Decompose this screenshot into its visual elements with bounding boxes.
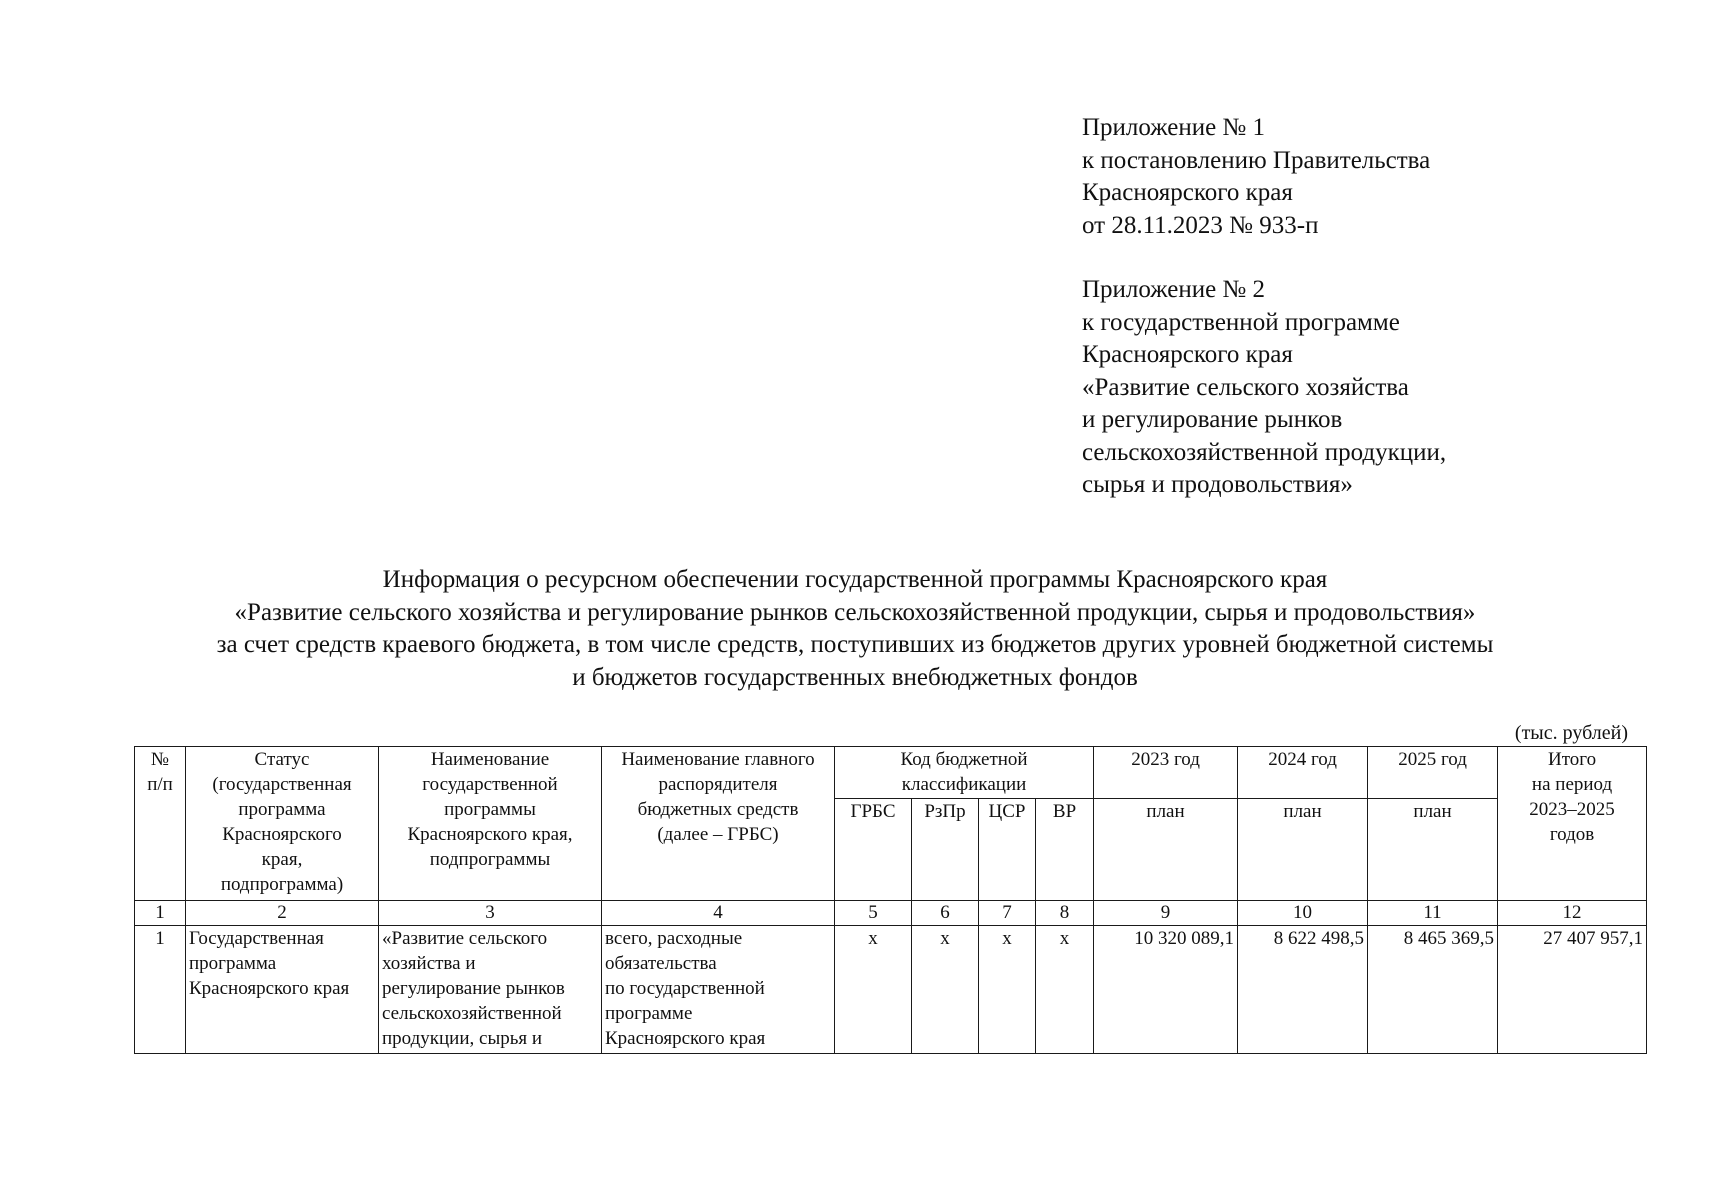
appendix-1-block: [1082, 112, 1430, 242]
title-line: «Развитие сельского хозяйства и регулирование рынков сельскохозяйственной продукции, сырья и продовольствия»: [234, 598, 1476, 626]
row-total: 27 407 957,1: [1498, 926, 1647, 1054]
column-number: 4: [602, 901, 835, 926]
header-status-line: подпрограмма): [220, 874, 344, 895]
header-year-2024: 2024 год: [1238, 747, 1368, 799]
row-program-line: сельскохозяйственной: [382, 1003, 562, 1024]
column-number: 9: [1094, 901, 1238, 926]
header-total-line: годов: [1549, 824, 1595, 845]
row-status-line: Красноярского края: [189, 978, 350, 999]
header-total: [1498, 747, 1647, 901]
header-program-line: Красноярского края,: [407, 824, 573, 845]
header-code-line: Код бюджетной: [900, 749, 1028, 770]
row-value-2023: 10 320 089,1: [1094, 926, 1238, 1054]
table-row: [135, 926, 1647, 1054]
row-grbs-name-line: обязательства: [605, 953, 717, 974]
row-program-line: хозяйства и: [382, 953, 476, 974]
header-plan-2025: план: [1368, 799, 1498, 901]
header-vr: ВР: [1036, 799, 1094, 901]
header-status-line: программа: [238, 799, 326, 820]
header-num-line: №: [150, 749, 170, 770]
column-number: 3: [379, 901, 602, 926]
column-number: 6: [912, 901, 979, 926]
appendix-1-line: Красноярского края: [1082, 179, 1293, 206]
header-num: [135, 747, 186, 901]
row-value-2024: 8 622 498,5: [1238, 926, 1368, 1054]
appendix-1-line: от 28.11.2023 № 933-п: [1082, 211, 1319, 239]
column-number: 1: [135, 901, 186, 926]
header-grbs-name-line: Наименование главного: [621, 749, 815, 770]
row-program-name: [379, 926, 602, 1054]
header-grbs-name-line: бюджетных средств: [637, 799, 799, 820]
title-line: и бюджетов государственных внебюджетных фондов: [572, 663, 1138, 691]
header-status: [186, 747, 379, 901]
header-program-name: [379, 747, 602, 901]
header-status-line: края,: [261, 849, 303, 870]
row-status-line: Государственная: [189, 928, 324, 949]
row-rzpr: х: [912, 926, 979, 1054]
header-rzpr: РзПр: [912, 799, 979, 901]
row-grbs-name: [602, 926, 835, 1054]
header-code-line: классификации: [901, 774, 1027, 795]
row-num: 1: [135, 926, 186, 1054]
header-program-line: государственной: [422, 774, 558, 795]
header-grbs-name-line: распорядителя: [658, 774, 778, 795]
header-csr: ЦСР: [979, 799, 1036, 901]
title-line: Информация о ресурсном обеспечении государственной программы Красноярского края: [382, 566, 1328, 593]
column-number: 11: [1368, 901, 1498, 926]
appendix-2-line: Красноярского края: [1082, 341, 1293, 368]
column-number: 5: [835, 901, 912, 926]
header-status-line: Статус: [254, 749, 310, 770]
row-grbs-name-line: программе: [605, 1003, 693, 1024]
row-grbs-name-line: по государственной: [605, 978, 765, 999]
column-number: 10: [1238, 901, 1368, 926]
header-total-line: 2023–2025: [1529, 799, 1615, 820]
row-program-line: «Развитие сельского: [382, 928, 548, 949]
header-total-line: на период: [1531, 774, 1613, 795]
header-grbs-name-line: (далее – ГРБС): [657, 824, 779, 845]
row-vr: х: [1036, 926, 1094, 1054]
appendix-2-line: и регулирование рынков: [1082, 406, 1343, 433]
title-line: за счет средств краевого бюджета, в том числе средств, поступивших из бюджетов других уровней бюджетной системы: [216, 631, 1494, 658]
row-program-line: продукции, сырья и: [382, 1028, 543, 1049]
appendix-1-line: Приложение № 1: [1082, 114, 1266, 141]
resource-table: [134, 746, 1647, 1054]
column-number: 2: [186, 901, 379, 926]
row-csr: х: [979, 926, 1036, 1054]
header-status-line: (государственная: [212, 774, 352, 795]
header-total-line: Итого: [1548, 749, 1597, 770]
row-grbs-name-line: всего, расходные: [605, 928, 743, 949]
appendix-2-block: [1082, 274, 1446, 502]
appendix-2-line: «Развитие сельского хозяйства: [1082, 373, 1409, 401]
row-grbs-name-line: Красноярского края: [605, 1028, 766, 1049]
header-num-line: п/п: [147, 774, 173, 795]
header-year-2023: 2023 год: [1094, 747, 1238, 799]
header-grbs-name: [602, 747, 835, 901]
row-grbs: х: [835, 926, 912, 1054]
header-year-2025: 2025 год: [1368, 747, 1498, 799]
header-program-line: программы: [444, 799, 536, 820]
header-budget-code: [835, 747, 1094, 799]
appendix-2-line: сельскохозяйственной продукции,: [1082, 438, 1447, 466]
header-status-line: Красноярского: [222, 824, 342, 845]
header-program-line: Наименование: [430, 749, 550, 770]
row-status: [186, 926, 379, 1054]
row-program-line: регулирование рынков: [382, 978, 565, 999]
document-title: [60, 564, 1650, 694]
appendix-2-line: к государственной программе: [1082, 308, 1400, 336]
appendix-1-line: к постановлению Правительства: [1082, 146, 1431, 174]
header-plan-2023: план: [1094, 799, 1238, 901]
column-number: 7: [979, 901, 1036, 926]
header-plan-2024: план: [1238, 799, 1368, 901]
header-row-top: [135, 747, 1647, 799]
column-number-row: [135, 901, 1647, 926]
row-value-2025: 8 465 369,5: [1368, 926, 1498, 1054]
appendix-2-line: сырья и продовольствия»: [1082, 471, 1353, 498]
units-note: (тыс. рублей): [1514, 722, 1628, 744]
column-number: 12: [1498, 901, 1647, 926]
appendix-2-line: Приложение № 2: [1082, 276, 1266, 303]
header-grbs: ГРБС: [835, 799, 912, 901]
column-number: 8: [1036, 901, 1094, 926]
row-status-line: программа: [189, 953, 277, 974]
header-program-line: подпрограммы: [429, 849, 551, 870]
